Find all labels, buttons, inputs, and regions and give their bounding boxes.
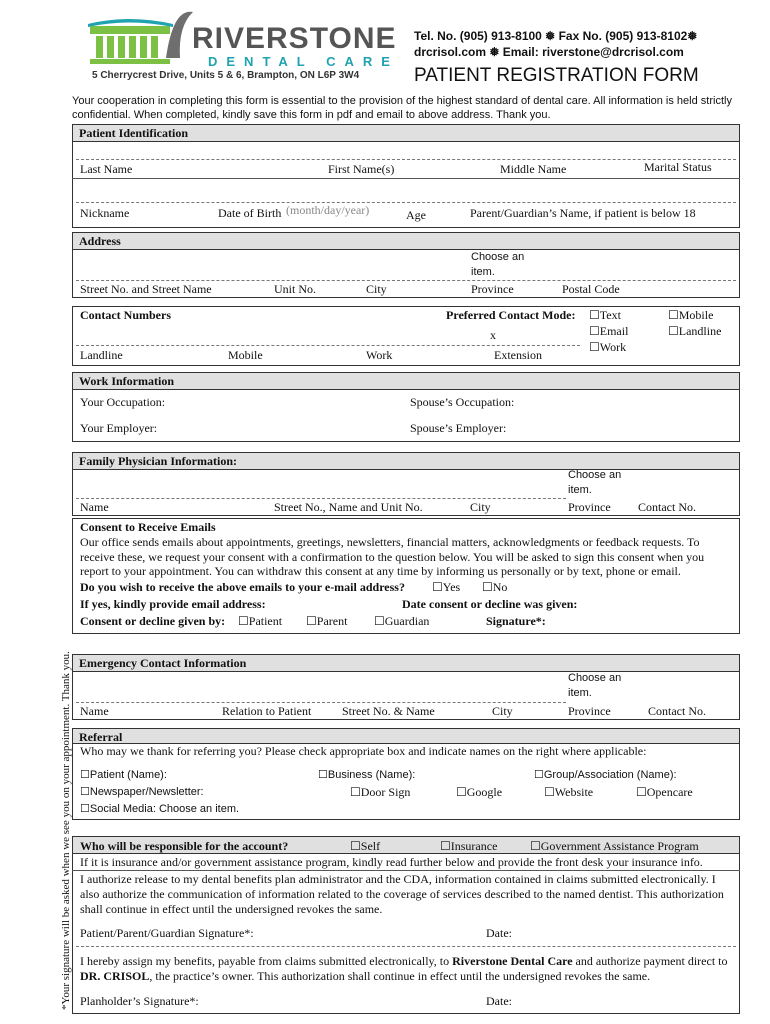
physician-city-label: City xyxy=(470,500,491,514)
contact-title: Contact Numbers xyxy=(80,308,171,322)
ref-group-checkbox[interactable]: ☐ Group/Association (Name): xyxy=(534,768,677,781)
pref-landline-checkbox[interactable]: ☐ Landline xyxy=(668,324,721,339)
consent-signature-label: Signature*: xyxy=(486,614,546,628)
ref-social-checkbox[interactable]: ☐ Social Media: Choose an item. xyxy=(80,802,239,815)
province-select[interactable]: Choose an item. xyxy=(471,251,525,278)
physician-title: Family Physician Information: xyxy=(72,452,740,470)
guardian-date-label: Date: xyxy=(486,926,512,940)
guardian-label: Parent/Guardian’s Name, if patient is below 18 xyxy=(470,206,696,220)
authorization-release: I authorize release to my dental benefits plan administrator and the CDA, information contained in claims submitted electronically. I also authorize the communication of information related to the coverage of services described to the named dentist. This authorization shall continue in effect until the undersigned revokes the same. xyxy=(80,872,724,916)
spouse-employer-label: Spouse’s Employer: xyxy=(410,421,507,435)
work-label: Work xyxy=(366,348,393,362)
work-title: Work Information xyxy=(72,372,740,390)
dob-hint: (month/day/year) xyxy=(286,203,370,217)
street-label: Street No. and Street Name xyxy=(80,282,212,296)
spouse-occupation-label: Spouse’s Occupation: xyxy=(410,395,515,409)
assignment-part-a: I hereby assign my benefits, payable from claims submitted electronically, to xyxy=(80,954,453,968)
logo-word: RIVERSTONE xyxy=(192,22,397,55)
landline-label: Landline xyxy=(80,348,123,362)
side-signature-note: *Your signature will be asked when we see you on your appointment. Thank you. xyxy=(60,651,72,1010)
assignment-clinic: Riverstone Dental Care xyxy=(452,954,573,968)
planholder-signature-label: Planholder’s Signature*: xyxy=(80,994,199,1008)
city-label: City xyxy=(366,282,387,296)
physician-province-select[interactable]: Choose an item. xyxy=(568,469,622,496)
preferred-contact-label: Preferred Contact Mode: xyxy=(446,308,576,322)
first-name-label: First Name(s) xyxy=(328,162,395,176)
ref-patient-checkbox[interactable]: ☐ Patient (Name): xyxy=(80,768,167,781)
ref-google-checkbox[interactable]: ☐ Google xyxy=(456,785,502,800)
relation-label: Relation to Patient xyxy=(222,704,312,718)
assignment-text xyxy=(80,954,734,984)
logo-sub: DENTAL CARE xyxy=(208,54,399,69)
occupation-label: Your Occupation: xyxy=(80,395,166,409)
clinic-address: 5 Cherrycrest Drive, Units 5 & 6, Brampton, ON L6P 3W4 xyxy=(92,70,360,81)
emergency-street-label: Street No. & Name xyxy=(342,704,435,718)
nickname-label: Nickname xyxy=(80,206,130,220)
province-label: Province xyxy=(471,282,514,296)
guardian-signature-label: Patient/Parent/Guardian Signature*: xyxy=(80,926,254,940)
employer-label: Your Employer: xyxy=(80,421,158,435)
address-title: Address xyxy=(72,232,740,250)
form-title: PATIENT REGISTRATION FORM xyxy=(414,65,699,86)
assignment-part-c: and authorize payment direct to xyxy=(572,954,728,968)
last-name-input[interactable] xyxy=(76,143,736,159)
ref-business-checkbox[interactable]: ☐ Business (Name): xyxy=(318,768,415,781)
extension-label: Extension xyxy=(494,348,542,362)
physician-province-label: Province xyxy=(568,500,611,514)
street-input[interactable] xyxy=(76,252,466,278)
mobile-label: Mobile xyxy=(228,348,263,362)
resp-gov-checkbox[interactable]: ☐ Government Assistance Program xyxy=(530,839,699,854)
given-by-patient-checkbox[interactable]: ☐ Patient xyxy=(238,614,282,629)
ref-website-checkbox[interactable]: ☐ Website xyxy=(544,785,593,800)
consent-yes-checkbox[interactable]: ☐ Yes xyxy=(432,580,460,595)
age-label: Age xyxy=(406,208,426,222)
last-name-label: Last Name xyxy=(80,162,133,176)
physician-contact-label: Contact No. xyxy=(638,500,696,514)
assignment-part-e: , the practice’s owner. This authorization shall continue in effect until the undersigned revokes the same. xyxy=(149,969,651,983)
extension-x: x xyxy=(490,328,496,342)
tel-fax-line: Tel. No. (905) 913-8100 ❅ Fax No. (905) 913-8102❅ xyxy=(414,29,698,43)
planholder-date-label: Date: xyxy=(486,994,512,1008)
emergency-title: Emergency Contact Information xyxy=(72,654,740,672)
insurance-note: If it is insurance and/or government assistance program, kindly read further below and provide the front desk your insurance info. xyxy=(80,855,703,869)
given-by-guardian-checkbox[interactable]: ☐ Guardian xyxy=(374,614,429,629)
emergency-province-label: Province xyxy=(568,704,611,718)
phone-inputs[interactable] xyxy=(76,326,576,344)
assignment-doctor: DR. CRISOL xyxy=(80,969,150,983)
emergency-contact-label: Contact No. xyxy=(648,704,706,718)
patient-id-title: Patient Identification xyxy=(72,124,740,142)
pref-work-checkbox[interactable]: ☐ Work xyxy=(589,340,626,355)
consent-question: Do you wish to receive the above emails to your e-mail address? xyxy=(80,580,405,594)
postal-code-label: Postal Code xyxy=(562,282,620,296)
ref-door-sign-checkbox[interactable]: ☐ Door Sign xyxy=(350,785,410,800)
pref-mobile-checkbox[interactable]: ☐ Mobile xyxy=(668,308,713,323)
consent-body: Our office sends emails about appointments, greetings, newsletters, financial matters, acknowledgments or feedback requests. To receive these, we request your consent with a confirmation to the question below. You will be asked to sign this consent when you report to your appointment. You can withdraw this consent at any time by informing us personally or by text, phone or email. xyxy=(80,535,705,578)
date-given-label: Date consent or decline was given: xyxy=(402,597,578,611)
given-by-label: Consent or decline given by: xyxy=(80,614,226,628)
consent-title: Consent to Receive Emails xyxy=(80,520,216,534)
resp-insurance-checkbox[interactable]: ☐ Insurance xyxy=(440,839,497,854)
consent-no-checkbox[interactable]: ☐ No xyxy=(482,580,507,595)
ref-opencare-checkbox[interactable]: ☐ Opencare xyxy=(636,785,693,800)
physician-name-label: Name xyxy=(80,500,109,514)
middle-name-label: Middle Name xyxy=(500,162,567,176)
given-by-parent-checkbox[interactable]: ☐ Parent xyxy=(306,614,347,629)
marital-status-label: Marital Status xyxy=(644,160,712,174)
provide-email-label: If yes, kindly provide email address: xyxy=(80,597,266,611)
web-email-line: drcrisol.com ❅ Email: riverstone@drcrisol.com xyxy=(414,45,684,59)
resp-self-checkbox[interactable]: ☐ Self xyxy=(350,839,380,854)
intro-text: Your cooperation in completing this form is essential to the provision of the highest standard of dental care. All information is held strictly confidential. When completed, kindly save this form in pdf and email to above address. Thank you. xyxy=(72,95,732,121)
ref-newspaper-checkbox[interactable]: ☐ Newspaper/Newsletter: xyxy=(80,785,204,798)
emergency-name-label: Name xyxy=(80,704,109,718)
pref-text-checkbox[interactable]: ☐ Text xyxy=(589,308,621,323)
physician-street-label: Street No., Name and Unit No. xyxy=(274,500,423,514)
pref-email-checkbox[interactable]: ☐ Email xyxy=(589,324,628,339)
unit-label: Unit No. xyxy=(274,282,316,296)
referral-question: Who may we thank for referring you? Please check appropriate box and indicate names on the right where applicable: xyxy=(80,744,647,758)
emergency-city-label: City xyxy=(492,704,513,718)
emergency-province-select[interactable]: Choose an item. xyxy=(568,672,622,699)
nickname-input[interactable] xyxy=(76,180,736,200)
referral-title: Referral xyxy=(72,728,740,744)
dob-label: Date of Birth xyxy=(218,206,282,220)
responsible-question: Who will be responsible for the account? xyxy=(80,839,289,853)
